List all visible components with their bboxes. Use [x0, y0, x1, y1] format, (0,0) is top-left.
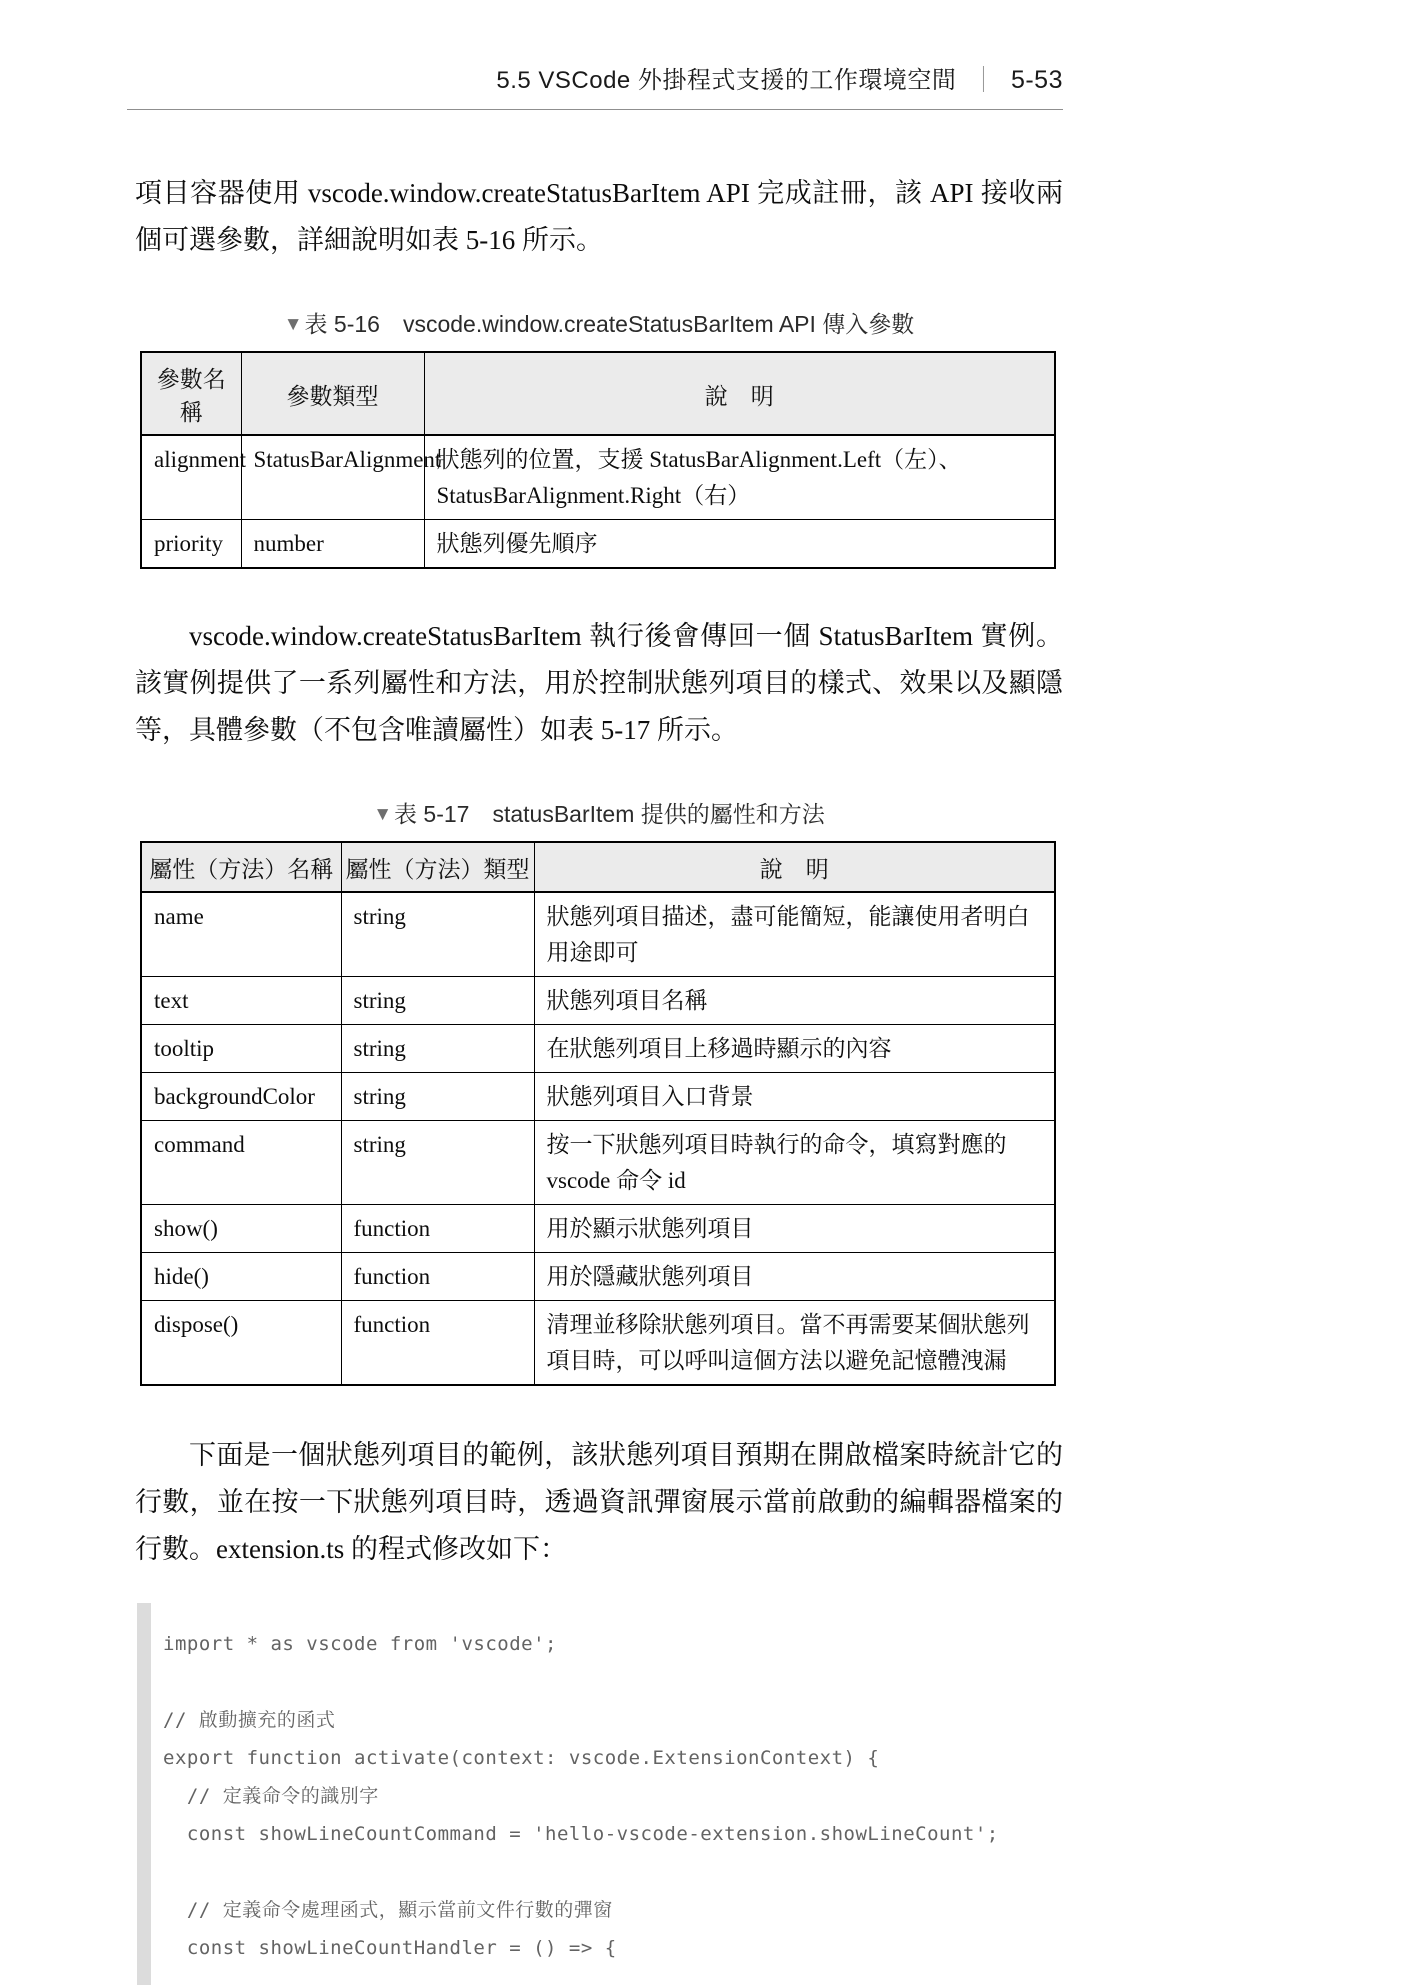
table-row — [141, 435, 1055, 520]
code-line: import * as vscode from 'vscode'; — [163, 1633, 557, 1655]
prop-desc-cell: 清理並移除狀態列項目。當不再需要某個狀態列項目時，可以呼叫這個方法以避免記憶體洩漏 — [534, 1301, 1055, 1386]
prop-type-cell: string — [341, 892, 534, 977]
table-row — [141, 1073, 1055, 1121]
prop-type-cell: string — [341, 1025, 534, 1073]
prop-name-cell: dispose() — [141, 1301, 341, 1386]
caption-triangle-icon: ▼ — [373, 804, 393, 825]
prop-type-cell: function — [341, 1205, 534, 1253]
param-desc-cell: 狀態列的位置，支援 StatusBarAlignment.Left（左）、StatusBarAlignment.Right（右） — [424, 435, 1055, 520]
table-header-row — [141, 842, 1055, 892]
code-line — [163, 1853, 1063, 1891]
column-header: 參數名稱 — [141, 352, 241, 435]
prop-name-cell: tooltip — [141, 1025, 341, 1073]
prop-type-cell: string — [341, 1121, 534, 1205]
prop-name-cell: hide() — [141, 1253, 341, 1301]
running-header — [135, 60, 1063, 97]
prop-desc-cell: 用於隱藏狀態列項目 — [534, 1253, 1055, 1301]
header-separator: ｜ — [970, 65, 997, 95]
table-row — [141, 1205, 1055, 1253]
prop-name-cell: name — [141, 892, 341, 977]
code-line: // 啟動擴充的函式 — [163, 1709, 336, 1731]
table-row — [141, 520, 1055, 569]
param-type-cell: number — [241, 520, 424, 569]
prop-desc-cell: 按一下狀態列項目時執行的命令，填寫對應的 vscode 命令 id — [534, 1121, 1055, 1205]
param-type-cell: StatusBarAlignment — [241, 435, 424, 520]
column-header: 屬性（方法）名稱 — [141, 842, 341, 892]
prop-name-cell: backgroundColor — [141, 1073, 341, 1121]
code-block — [137, 1603, 1063, 1985]
paragraph-intro: 項目容器使用 vscode.window.createStatusBarItem API 完成註冊，該 API 接收兩個可選參數，詳細說明如表 5-16 所示。 — [135, 178, 1063, 255]
prop-type-cell: string — [341, 977, 534, 1025]
prop-desc-cell: 狀態列項目描述，盡可能簡短，能讓使用者明白用途即可 — [534, 892, 1055, 977]
param-name-cell: alignment — [141, 435, 241, 520]
prop-type-cell: function — [341, 1301, 534, 1386]
table-row — [141, 977, 1055, 1025]
table-row — [141, 1253, 1055, 1301]
param-desc-cell: 狀態列優先順序 — [424, 520, 1055, 569]
param-name-cell: priority — [141, 520, 241, 569]
prop-type-cell: function — [341, 1253, 534, 1301]
column-header: 參數類型 — [241, 352, 424, 435]
paragraph-statusbaritem: vscode.window.createStatusBarItem 執行後會傳回一個 StatusBarItem 實例。該實例提供了一系列屬性和方法，用於控制狀態列項目的樣式、效果以及顯隱等，具體參數（不包含唯讀屬性）如表 5-17 所示。 — [135, 621, 1063, 745]
table-5-16-caption-text: 表 5-16 vscode.window.createStatusBarItem API 傳入參數 — [304, 311, 915, 337]
prop-desc-cell: 狀態列項目名稱 — [534, 977, 1055, 1025]
code-line — [163, 1663, 1063, 1701]
prop-name-cell: command — [141, 1121, 341, 1205]
code-line: const showLineCountHandler = () => { — [163, 1937, 617, 1959]
prop-type-cell: string — [341, 1073, 534, 1121]
table-row — [141, 1121, 1055, 1205]
prop-name-cell: show() — [141, 1205, 341, 1253]
chapter-title: 5.5 VSCode 外掛程式支援的工作環境空間 — [496, 67, 957, 94]
table-5-16 — [140, 351, 1056, 569]
table-header-row — [141, 352, 1055, 435]
code-line: export function activate(context: vscode.ExtensionContext) { — [163, 1747, 880, 1769]
table-5-17 — [140, 841, 1056, 1386]
column-header: 屬性（方法）類型 — [341, 842, 534, 892]
prop-desc-cell: 在狀態列項目上移過時顯示的內容 — [534, 1025, 1055, 1073]
code-line: // 定義命令處理函式，顯示當前文件行數的彈窗 — [163, 1899, 613, 1921]
code-gutter-bar — [137, 1603, 151, 1985]
code-line: const showLineCountCommand = 'hello-vscode-extension.showLineCount'; — [163, 1823, 999, 1845]
table-row — [141, 892, 1055, 977]
code-line: // 定義命令的識別字 — [163, 1785, 379, 1807]
page-number: 5-53 — [1010, 66, 1063, 94]
book-page — [135, 0, 1063, 1959]
prop-name-cell: text — [141, 977, 341, 1025]
caption-triangle-icon: ▼ — [283, 314, 303, 335]
column-header: 說 明 — [534, 842, 1055, 892]
column-header: 說 明 — [424, 352, 1055, 435]
header-rule — [127, 109, 1063, 110]
prop-desc-cell: 用於顯示狀態列項目 — [534, 1205, 1055, 1253]
table-5-17-caption — [135, 796, 1063, 829]
table-5-16-caption — [135, 306, 1063, 339]
table-row — [141, 1301, 1055, 1386]
paragraph-example: 下面是一個狀態列項目的範例，該狀態列項目預期在開啟檔案時統計它的行數，並在按一下狀態列項目時，透過資訊彈窗展示當前啟動的編輯器檔案的行數。extension.ts 的程式修改如下： — [135, 1440, 1063, 1564]
table-5-17-caption-text: 表 5-17 statusBarItem 提供的屬性和方法 — [394, 801, 825, 827]
table-row — [141, 1025, 1055, 1073]
prop-desc-cell: 狀態列項目入口背景 — [534, 1073, 1055, 1121]
